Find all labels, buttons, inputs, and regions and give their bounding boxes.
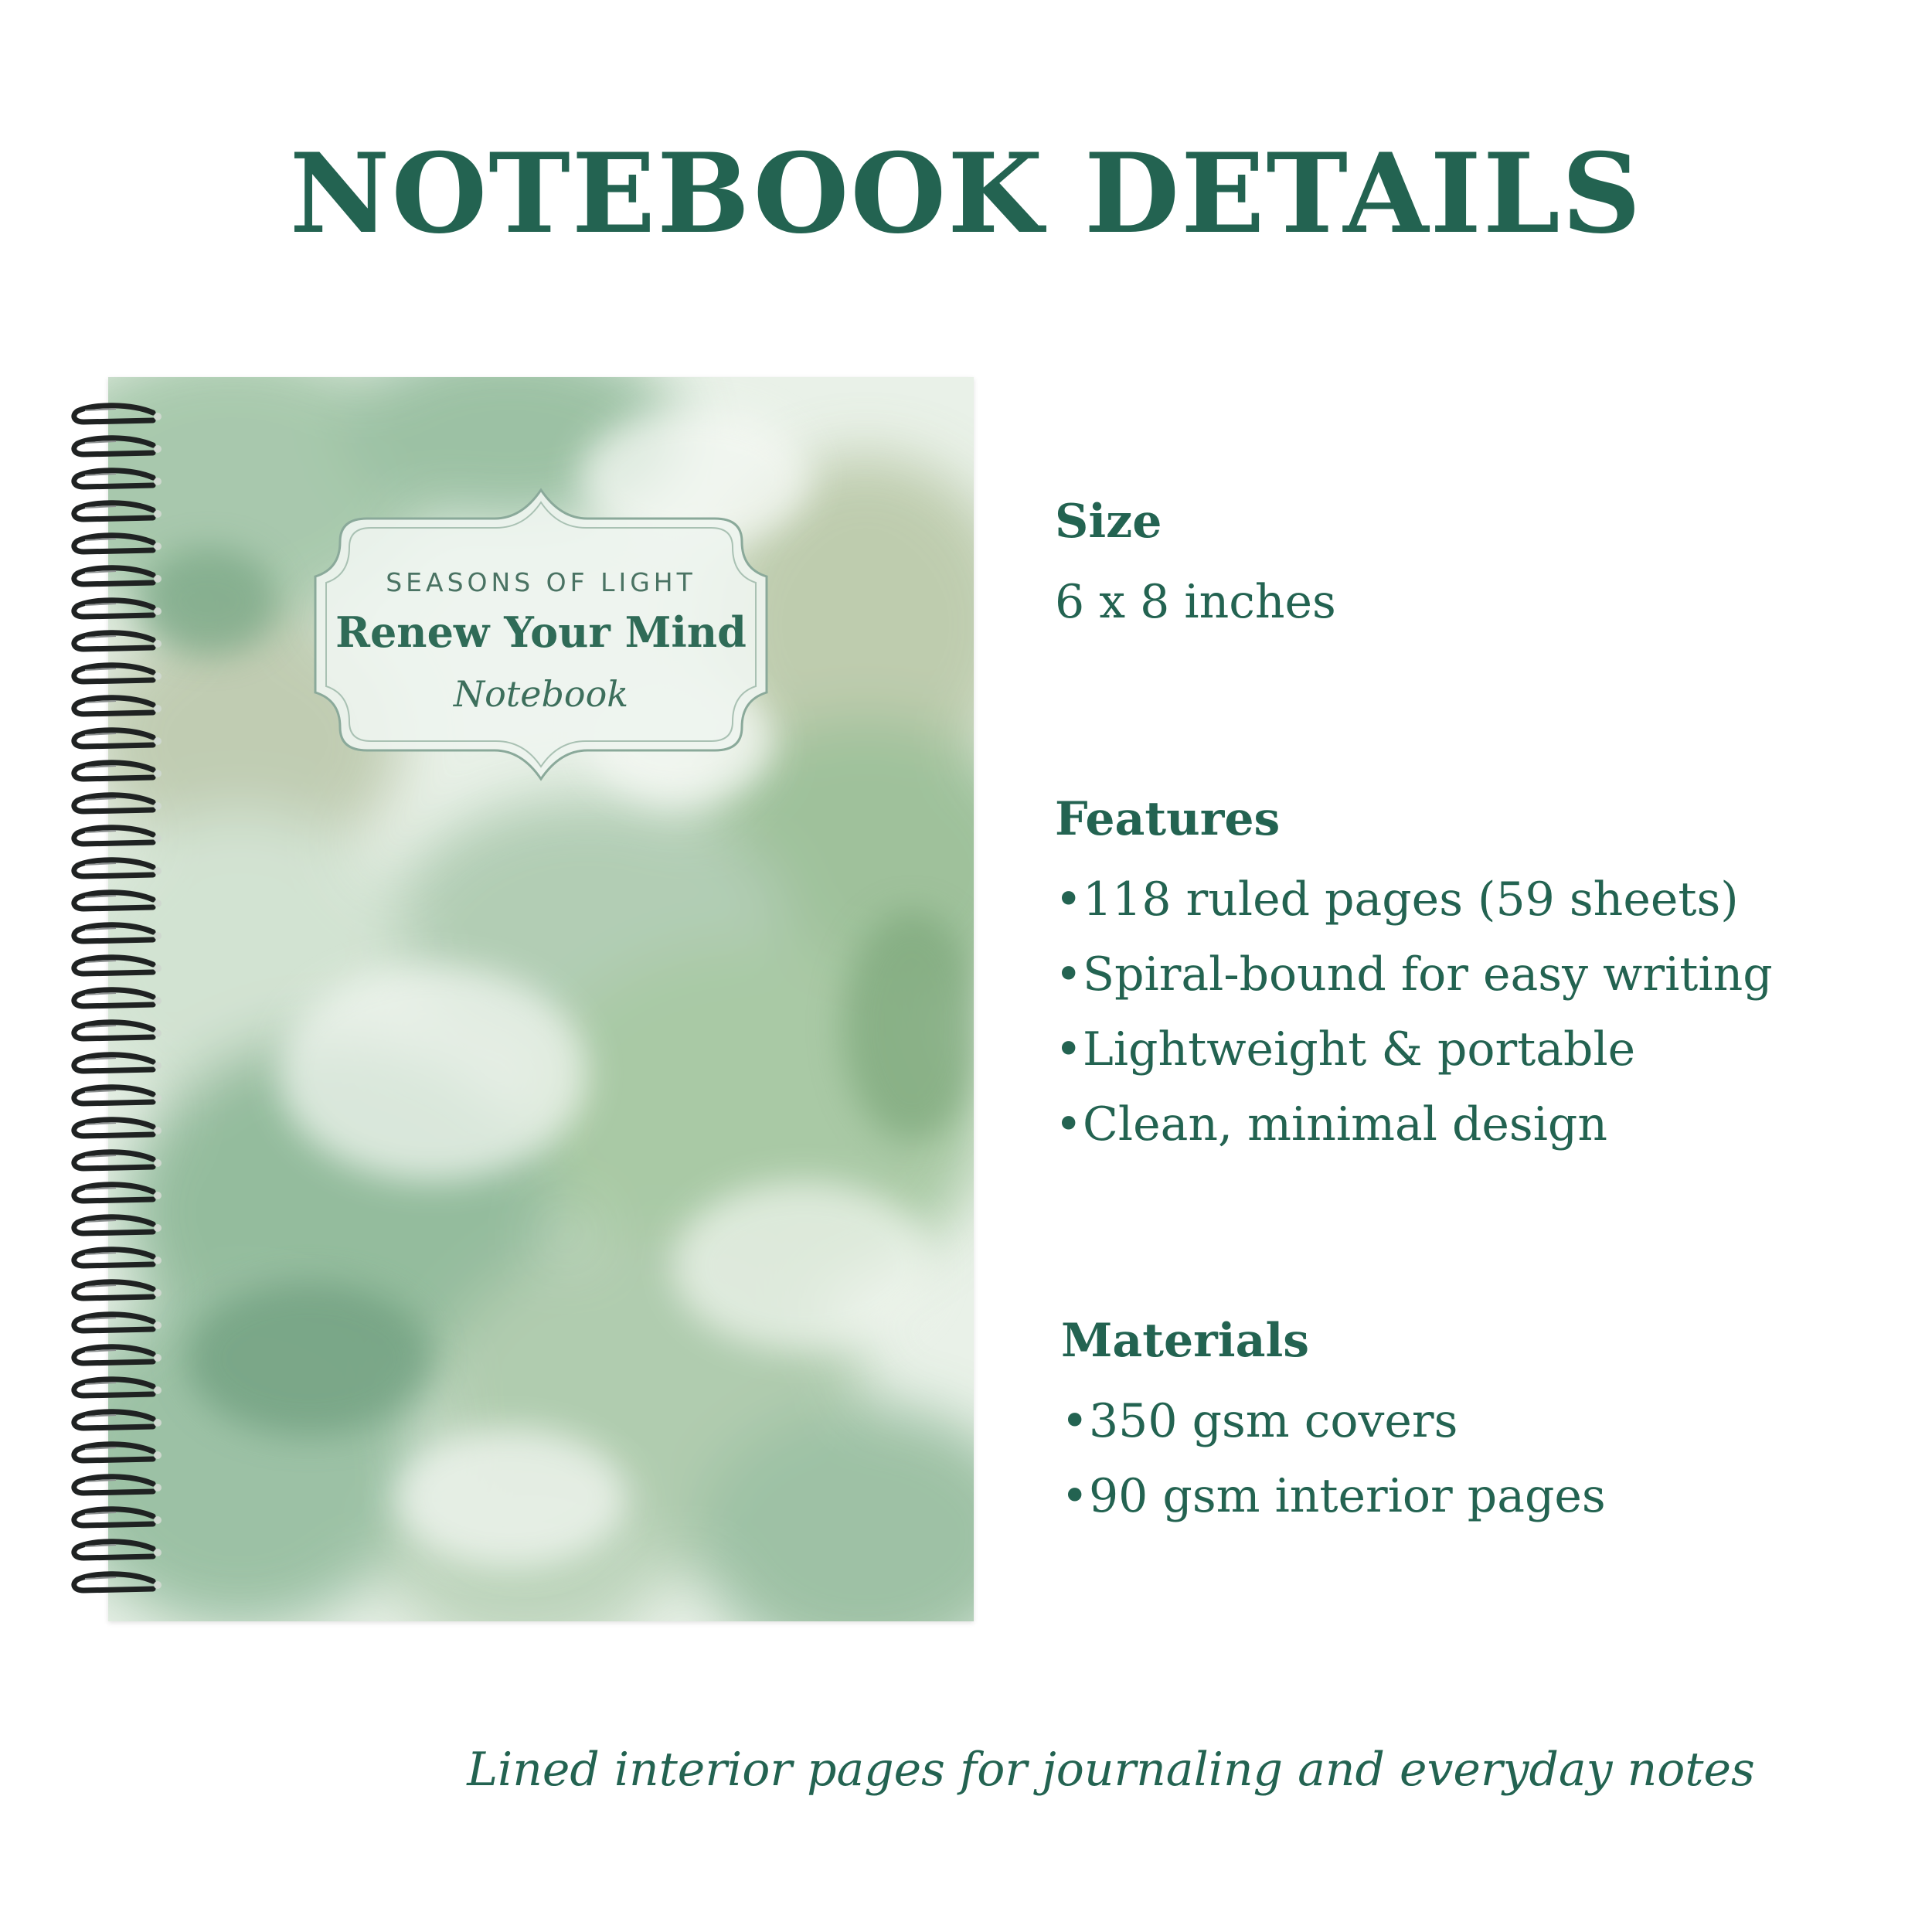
label-brand: SEASONS OF LIGHT — [386, 567, 696, 597]
spiral-coil — [74, 828, 162, 844]
features-item — [1055, 1087, 1905, 1162]
spiral-coil — [74, 1217, 162, 1233]
spiral-coil — [74, 990, 162, 1006]
features-item — [1055, 937, 1905, 1012]
spiral-coil — [74, 1542, 162, 1558]
materials-item-text: 350 gsm covers — [1089, 1394, 1458, 1448]
features-item-text: Lightweight & portable — [1083, 1022, 1636, 1077]
bullet-icon: • — [1061, 1469, 1089, 1523]
spiral-coil — [74, 698, 162, 714]
bullet-icon: • — [1055, 1097, 1083, 1151]
spiral-coil — [74, 633, 162, 649]
spiral-coil — [74, 406, 162, 422]
label-subtitle: Notebook — [453, 673, 629, 715]
features-item-text: Spiral-bound for easy writing — [1083, 947, 1773, 1002]
cover-label — [294, 484, 788, 785]
spiral-coil — [74, 1055, 162, 1071]
features-item-text: Clean, minimal design — [1083, 1097, 1607, 1151]
spiral-coil — [74, 1250, 162, 1266]
spiral-coil — [74, 1315, 162, 1331]
features-item — [1055, 862, 1905, 937]
spiral-coil — [74, 1022, 162, 1039]
features-section — [1055, 792, 1905, 1162]
page-title: NOTEBOOK DETAILS — [289, 130, 1643, 258]
spiral-coil — [74, 1185, 162, 1201]
spiral-coil — [74, 1509, 162, 1526]
spiral-coil — [74, 957, 162, 974]
bullet-icon: • — [1061, 1394, 1089, 1448]
spiral-coil — [74, 471, 162, 487]
spiral-coil — [74, 536, 162, 552]
materials-item — [1061, 1459, 1911, 1534]
spiral-coil — [74, 1087, 162, 1104]
spiral-coil — [74, 795, 162, 811]
bullet-icon: • — [1055, 1022, 1083, 1077]
spiral-coil — [74, 438, 162, 454]
spiral-coil — [74, 568, 162, 584]
spiral-coil — [74, 1120, 162, 1136]
spiral-coil — [74, 1152, 162, 1168]
spiral-coil — [74, 763, 162, 779]
spiral-coil — [74, 1347, 162, 1363]
size-value: 6 x 8 inches — [1055, 575, 1336, 629]
footer-note: Lined interior pages for journaling and everyday notes — [467, 1743, 1755, 1797]
spiral-coil — [74, 925, 162, 941]
spiral-coil — [74, 1477, 162, 1493]
size-heading: Size — [1055, 495, 1162, 549]
materials-item-text: 90 gsm interior pages — [1089, 1469, 1606, 1523]
spiral-coil — [74, 600, 162, 617]
spiral-coil — [74, 860, 162, 876]
spiral-coil — [74, 503, 162, 519]
spiral-coil — [74, 730, 162, 747]
bullet-icon: • — [1055, 872, 1083, 927]
spiral-coil — [74, 1444, 162, 1461]
features-item — [1055, 1012, 1905, 1087]
label-title: Renew Your Mind — [335, 607, 747, 657]
spiral-coil — [74, 1574, 162, 1590]
spiral-coil — [74, 1282, 162, 1298]
materials-heading: Materials — [1061, 1314, 1310, 1368]
spiral-coil — [74, 1412, 162, 1428]
spiral-coil — [74, 1379, 162, 1396]
spiral-coil — [74, 893, 162, 909]
features-heading: Features — [1055, 792, 1281, 846]
bullet-icon: • — [1055, 947, 1083, 1002]
features-item-text: 118 ruled pages (59 sheets) — [1083, 872, 1739, 927]
spiral-binding — [62, 377, 170, 1621]
size-section — [1055, 495, 1905, 640]
notebook-cover — [108, 377, 974, 1621]
materials-item — [1061, 1384, 1911, 1459]
spiral-coil — [74, 665, 162, 682]
materials-section — [1061, 1314, 1911, 1534]
notebook-image — [62, 377, 974, 1621]
